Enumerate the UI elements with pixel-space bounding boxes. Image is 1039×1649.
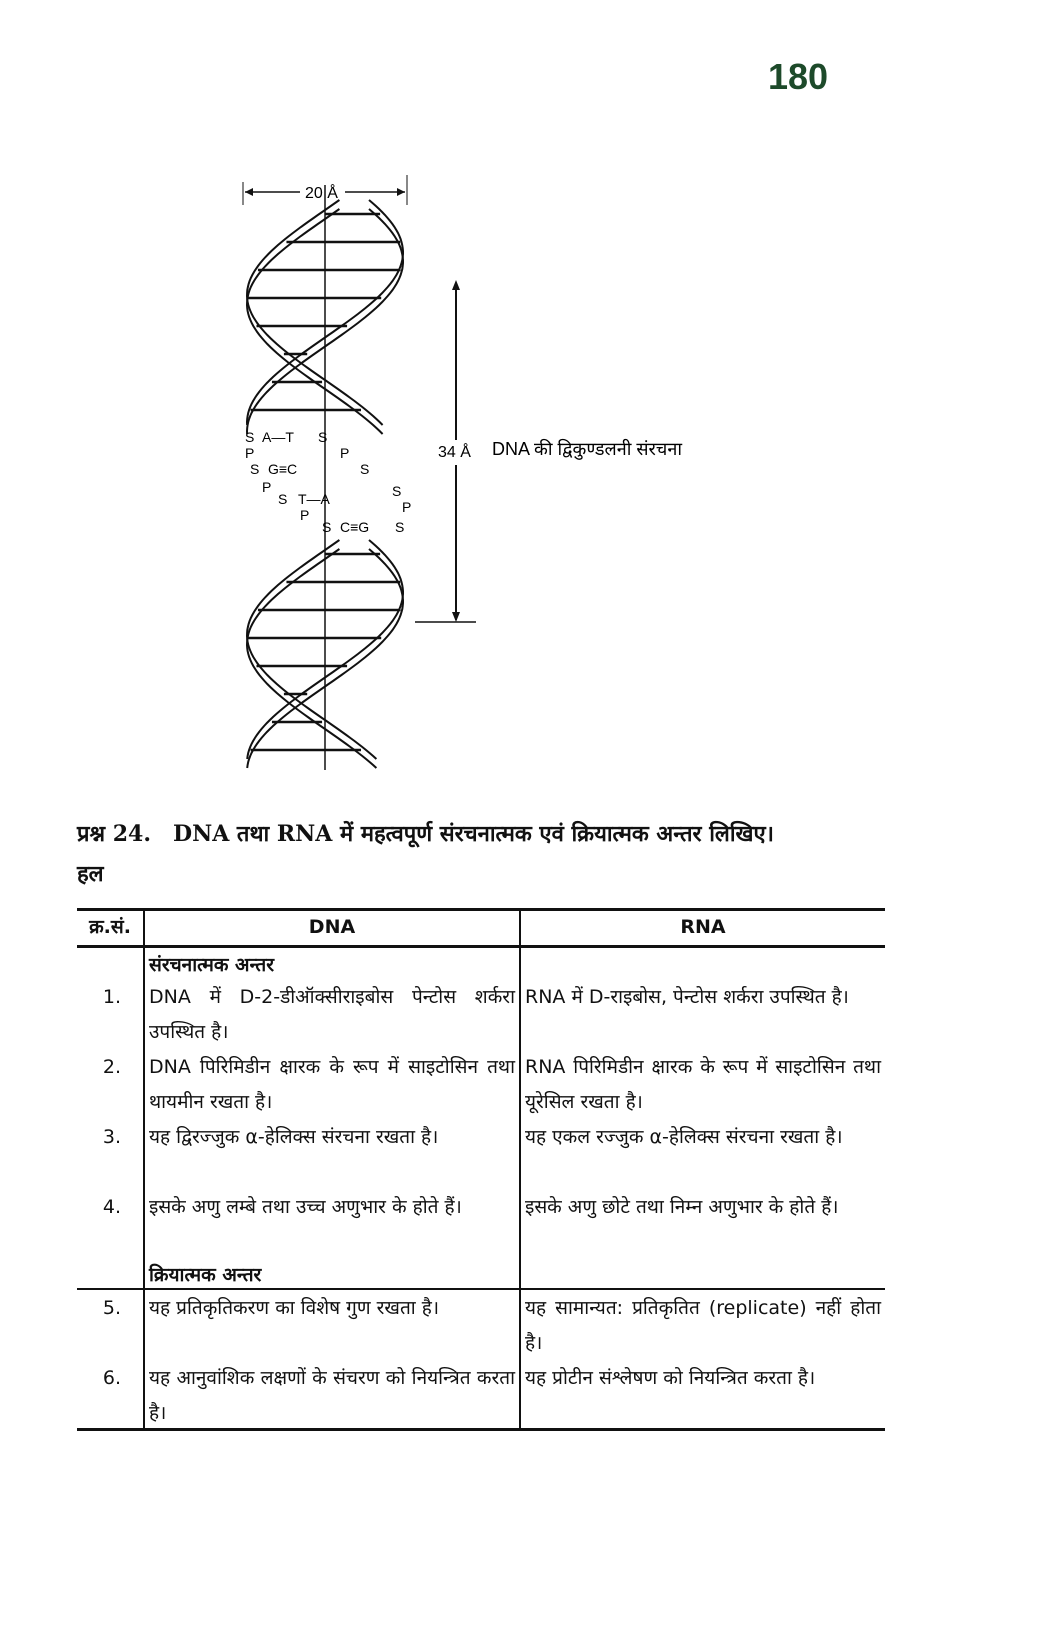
svg-text:T—A: T—A	[298, 491, 330, 507]
svg-text:A—T: A—T	[262, 429, 294, 445]
page-number: 180	[768, 56, 829, 97]
svg-text:S: S	[318, 429, 328, 445]
svg-text:G≡C: G≡C	[268, 461, 298, 477]
svg-text:S: S	[360, 461, 370, 477]
section-title-structural: संरचनात्मक अन्तर	[149, 954, 275, 976]
dna-double-helix-figure	[0, 0, 1039, 800]
svg-text:S: S	[278, 491, 288, 507]
svg-text:S: S	[322, 519, 332, 535]
document-page: 180 20 Å 34 Å DNA की द्विकुण्डलनी संरचना S A—T S P P S G≡C S P S T—A S P P S C≡G S प्रश्न 24. DNA तथा RNA में महत्वपूर्ण संरचनात्मक एवं क्रियात्मक अन्तर लिखिए। हल क्र.सं. DNA RNA संरचनात्मक अन्तर 1. DNA में D-2-डीऑक्सीराइबोस पेन्टोस शर्करा उपस्थित है। RNA में D-राइबोस, पेन्टोस शर्करा उपस्थित है। 2. DNA पिरिमिडीन क्षारक के रूप में साइटोसिन तथा थायमीन रखता है। RNA पिरिमिडीन क्षारक के रूप में साइटोसिन तथा यूरेसिल रखता है। 3. यह द्विरज्जुक α-हेलिक्स संरचना रखता है। यह एकल रज्जुक α-हेलिक्स संरचना रखता है। 4. इसके अणु लम्बे तथा उच्च अणुभार के होते हैं। इसके अणु छोटे तथा निम्न अणुभार के होते हैं। क्रियात्मक अन्तर 5. यह प्रतिकृतिकरण का विशेष गुण रखता है। यह सामान्यत: प्रतिकृतित (replicate) नहीं होता है। 6. यह आनुवांशिक लक्षणों के संचरण को नियन्त्रित करता है। यह प्रोटीन संश्लेषण को नियन्त्रित करता है।	[0, 0, 1039, 1649]
header-dna: DNA	[308, 916, 356, 938]
strand-2	[247, 540, 376, 759]
svg-text:P: P	[340, 445, 350, 461]
svg-text:S: S	[245, 429, 255, 445]
svg-text:C≡G: C≡G	[340, 519, 370, 535]
pitch-label: 34 Å	[438, 444, 471, 461]
svg-text:S: S	[250, 461, 260, 477]
width-label: 20 Å	[305, 185, 338, 202]
svg-text:P: P	[300, 507, 310, 523]
svg-text:S: S	[392, 483, 402, 499]
figure-caption: DNA की द्विकुण्डलनी संरचना	[492, 439, 682, 459]
svg-text:P: P	[402, 499, 412, 515]
svg-text:P: P	[262, 479, 272, 495]
section-title-functional: क्रियात्मक अन्तर	[149, 1264, 262, 1286]
svg-text:P: P	[245, 445, 255, 461]
question-number: प्रश्न 24.	[77, 821, 152, 847]
base-pair-labels	[245, 429, 411, 535]
svg-text:S: S	[395, 519, 405, 535]
solution-label: हल	[77, 861, 104, 887]
column-divider-1	[143, 910, 145, 1430]
question-24	[77, 818, 774, 848]
question-text: DNA तथा RNA में महत्वपूर्ण संरचनात्मक एवं क्रियात्मक अन्तर लिखिए।	[173, 821, 775, 847]
header-rna: RNA	[680, 916, 726, 938]
header-sn: क्र.सं.	[89, 916, 131, 938]
column-divider-2	[519, 910, 521, 1430]
